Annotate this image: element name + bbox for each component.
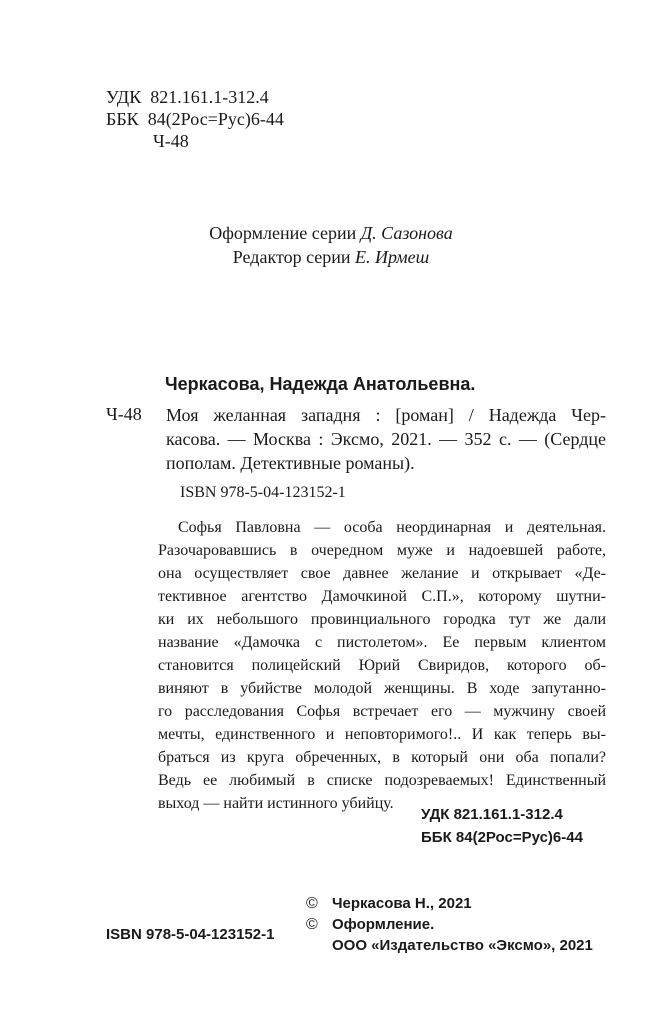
bbk-label: ББК — [106, 109, 139, 129]
editor-name: Е. Ирмеш — [355, 247, 430, 267]
udk-line — [106, 86, 284, 108]
udk-label: УДК — [106, 87, 142, 107]
copyright-symbol: © — [306, 895, 318, 912]
footer-udk: УДК 821.161.1-312.4 — [421, 806, 563, 823]
bbk-value: 84(2Рос=Рус)6-44 — [147, 109, 284, 129]
series-design-credit — [0, 221, 662, 245]
biblio-line: касова. — Москва : Эксмо, 2021. — 352 с. — (Сердце — [166, 429, 606, 449]
annotation-line: тективное агентство Дамочкиной С.П.», которому шутни- — [158, 588, 606, 605]
copyright-symbol: © — [306, 916, 318, 933]
annotation-line: выход — найти истинного убийцу. — [158, 795, 394, 812]
annotation-line: го расследования Софья встречает его — мужчину своей — [158, 703, 606, 720]
annotation-line: Разочаровавшись в очередном муже и надоевшей работе, — [158, 542, 606, 559]
design-name: Д. Сазонова — [360, 223, 453, 243]
entry-code: Ч-48 — [106, 404, 142, 424]
bibliographic-description — [166, 403, 606, 475]
series-editor-credit — [0, 245, 662, 269]
udk-value: 821.161.1-312.4 — [150, 87, 269, 107]
copyright-line: Черкасова Н., 2021 — [332, 895, 472, 912]
copyright-publisher: ООО «Издательство «Эксмо», 2021 — [332, 937, 593, 954]
copyright-author — [306, 893, 593, 914]
entry-isbn: ISBN 978-5-04-123152-1 — [180, 484, 346, 501]
footer-codes — [421, 803, 583, 849]
annotation-line: ки их небольшого провинциального городка тут же дали — [158, 611, 606, 628]
annotation-line: мечты, единственного и неповторимого!.. И как теперь вы- — [158, 726, 606, 743]
footer-bbk: ББК 84(2Рос=Рус)6-44 — [421, 829, 583, 846]
copyright-line: Оформление. — [332, 916, 435, 933]
editor-label: Редактор серии — [232, 247, 351, 267]
annotation-line: браться из круга обреченных, в который они оба попали? — [158, 749, 606, 766]
biblio-line: Моя желанная западня : [роман] / Надежда Чер- — [166, 405, 606, 425]
biblio-line: пополам. Детективные романы). — [166, 453, 415, 473]
series-credits — [0, 221, 662, 269]
entry-author: Черкасова, Надежда Анатольевна. — [165, 374, 476, 394]
classification-codes — [106, 86, 284, 152]
annotation-line: название «Дамочка с пистолетом». Ее первым клиентом — [158, 634, 606, 651]
footer-isbn: ISBN 978-5-04-123152-1 — [106, 926, 275, 943]
annotation-line: становится полицейский Юрий Свиридов, которого об- — [158, 657, 606, 674]
annotation-line: Софья Павловна — особа неординарная и деятельная. — [178, 519, 606, 536]
author-code: Ч-48 — [153, 131, 189, 151]
annotation — [158, 516, 606, 815]
annotation-line: виняют в убийстве молодой женщины. В ходе запутанно- — [158, 680, 606, 697]
bbk-line — [106, 108, 284, 130]
copyright-design — [306, 914, 593, 935]
design-label: Оформление серии — [209, 223, 357, 243]
annotation-line: она осуществляет свое давнее желание и открывает «Де- — [158, 565, 606, 582]
copyright-block — [306, 893, 593, 956]
annotation-line: Ведь ее любимый в списке подозреваемых! Единственный — [158, 772, 606, 789]
